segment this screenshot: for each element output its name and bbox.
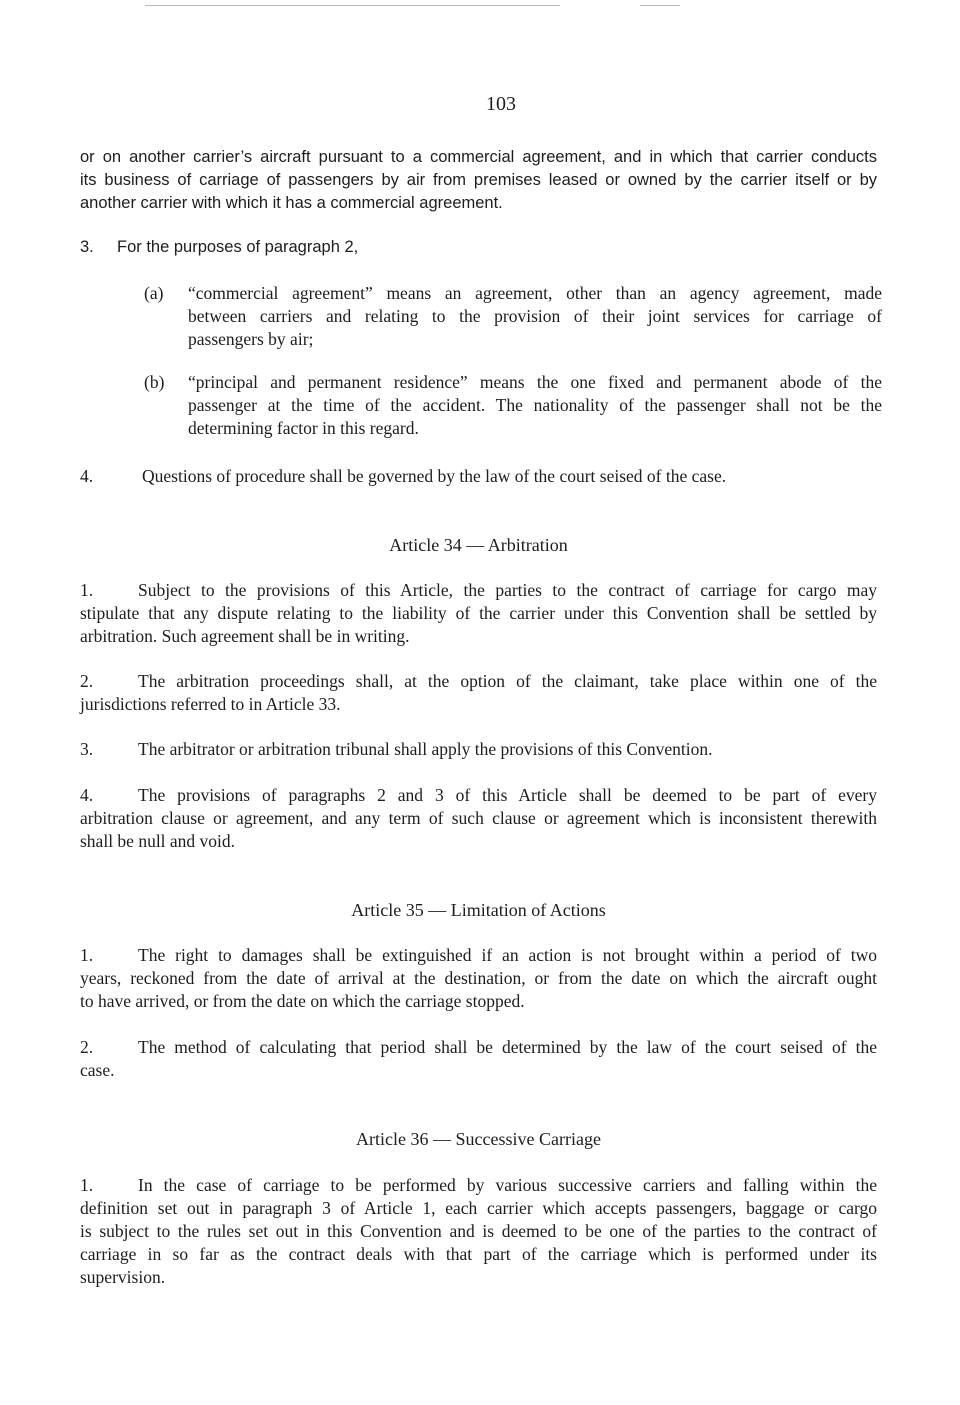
- text-line: arbitration clause or agreement, and any term of such clause or agreement which is inconsistent therewith: [80, 808, 877, 828]
- paragraph-text: For the purposes of paragraph 2,: [117, 238, 359, 256]
- article-heading: Article 36 — Successive Carriage: [356, 1129, 601, 1149]
- text-line: between carriers and relating to the provision of their joint services for carriage of: [188, 306, 882, 326]
- scan-edge-line: [145, 5, 560, 6]
- paragraph-number: 1.: [80, 580, 94, 600]
- text-line: determining factor in this regard.: [188, 418, 419, 438]
- text-line: definition set out in paragraph 3 of Article 1, each carrier which accepts passengers, baggage or cargo: [80, 1198, 877, 1218]
- paragraph-text: The method of calculating that period shall be determined by the law of the court seised of the: [138, 1037, 877, 1057]
- text-line: [80, 465, 877, 488]
- text-line: to have arrived, or from the date on which the carriage stopped.: [80, 991, 525, 1011]
- page-number: 103: [486, 93, 516, 115]
- paragraph-text: Questions of procedure shall be governed by the law of the court seised of the case.: [142, 466, 727, 486]
- text-line: its business of carriage of passengers by air from premises leased or owned by the carrier itself or by: [80, 171, 877, 189]
- text-line: case.: [80, 1060, 115, 1080]
- article-34-paragraph-3: [80, 738, 877, 761]
- paragraph-number: 1.: [80, 1175, 94, 1195]
- paragraph-number: 4.: [80, 785, 94, 805]
- article-36-paragraph-1: [80, 1174, 877, 1289]
- text-line: passengers by air;: [188, 329, 314, 349]
- text-line: [80, 1174, 877, 1197]
- item-label: (a): [144, 283, 164, 303]
- text-line: “principal and permanent residence” means the one fixed and permanent abode of the: [188, 372, 882, 392]
- definition-item-b: [144, 371, 882, 440]
- text-line: shall be null and void.: [80, 831, 236, 851]
- text-line: [80, 670, 877, 693]
- paragraph-text: In the case of carriage to be performed by various successive carriers and falling within the: [138, 1175, 877, 1195]
- paragraph-text: The arbitrator or arbitration tribunal shall apply the provisions of this Convention.: [138, 739, 713, 759]
- text-line: [80, 236, 877, 259]
- item-label: (b): [144, 372, 165, 392]
- text-line: [80, 784, 877, 807]
- article-34-paragraph-2: [80, 670, 877, 716]
- text-line: another carrier with which it has a commercial agreement.: [80, 194, 503, 212]
- paragraph-3: [80, 236, 877, 259]
- text-line: arbitration. Such agreement shall be in writing.: [80, 626, 410, 646]
- text-line: “commercial agreement” means an agreement, other than an agency agreement, made: [188, 283, 882, 303]
- text-line: supervision.: [80, 1267, 166, 1287]
- text-line: [80, 1036, 877, 1059]
- article-34-paragraph-4: [80, 784, 877, 853]
- paragraph-number: 3.: [80, 739, 94, 759]
- paragraph-text: The arbitration proceedings shall, at the option of the claimant, take place within one of the: [138, 671, 877, 691]
- text-line: passenger at the time of the accident. The nationality of the passenger shall not be the: [188, 395, 882, 415]
- paragraph-number: 1.: [80, 945, 94, 965]
- scan-edge-mark: [640, 5, 680, 6]
- text-line: or on another carrier’s aircraft pursuant to a commercial agreement, and in which that carrier conducts: [80, 148, 877, 166]
- intro-paragraph: [80, 146, 877, 215]
- article-heading: Article 35 — Limitation of Actions: [351, 900, 606, 920]
- text-line: stipulate that any dispute relating to the liability of the carrier under this Convention shall be settled by: [80, 603, 877, 623]
- definition-item-a: [144, 282, 882, 351]
- text-line: [80, 944, 877, 967]
- paragraph-number: 2.: [80, 671, 94, 691]
- text-line: [80, 579, 877, 602]
- article-35-paragraph-1: [80, 944, 877, 1013]
- text-line: carriage in so far as the contract deals with that part of the carriage which is performed under its: [80, 1244, 877, 1264]
- paragraph-4: [80, 465, 877, 488]
- paragraph-text: The provisions of paragraphs 2 and 3 of this Article shall be deemed to be part of every: [138, 785, 877, 805]
- text-line: is subject to the rules set out in this Convention and is deemed to be one of the parties to the contract of: [80, 1221, 877, 1241]
- text-line: jurisdictions referred to in Article 33.: [80, 694, 341, 714]
- article-35-paragraph-2: [80, 1036, 877, 1082]
- paragraph-text: The right to damages shall be extinguished if an action is not brought within a period of two: [138, 945, 877, 965]
- paragraph-number: 4.: [80, 466, 94, 486]
- paragraph-text: Subject to the provisions of this Article, the parties to the contract of carriage for cargo may: [138, 580, 877, 600]
- paragraph-number: 3.: [80, 238, 94, 256]
- paragraph-number: 2.: [80, 1037, 94, 1057]
- text-line: [80, 738, 877, 761]
- article-heading: Article 34 — Arbitration: [389, 535, 568, 555]
- text-line: years, reckoned from the date of arrival at the destination, or from the date on which the aircraft ought: [80, 968, 877, 988]
- article-34-paragraph-1: [80, 579, 877, 648]
